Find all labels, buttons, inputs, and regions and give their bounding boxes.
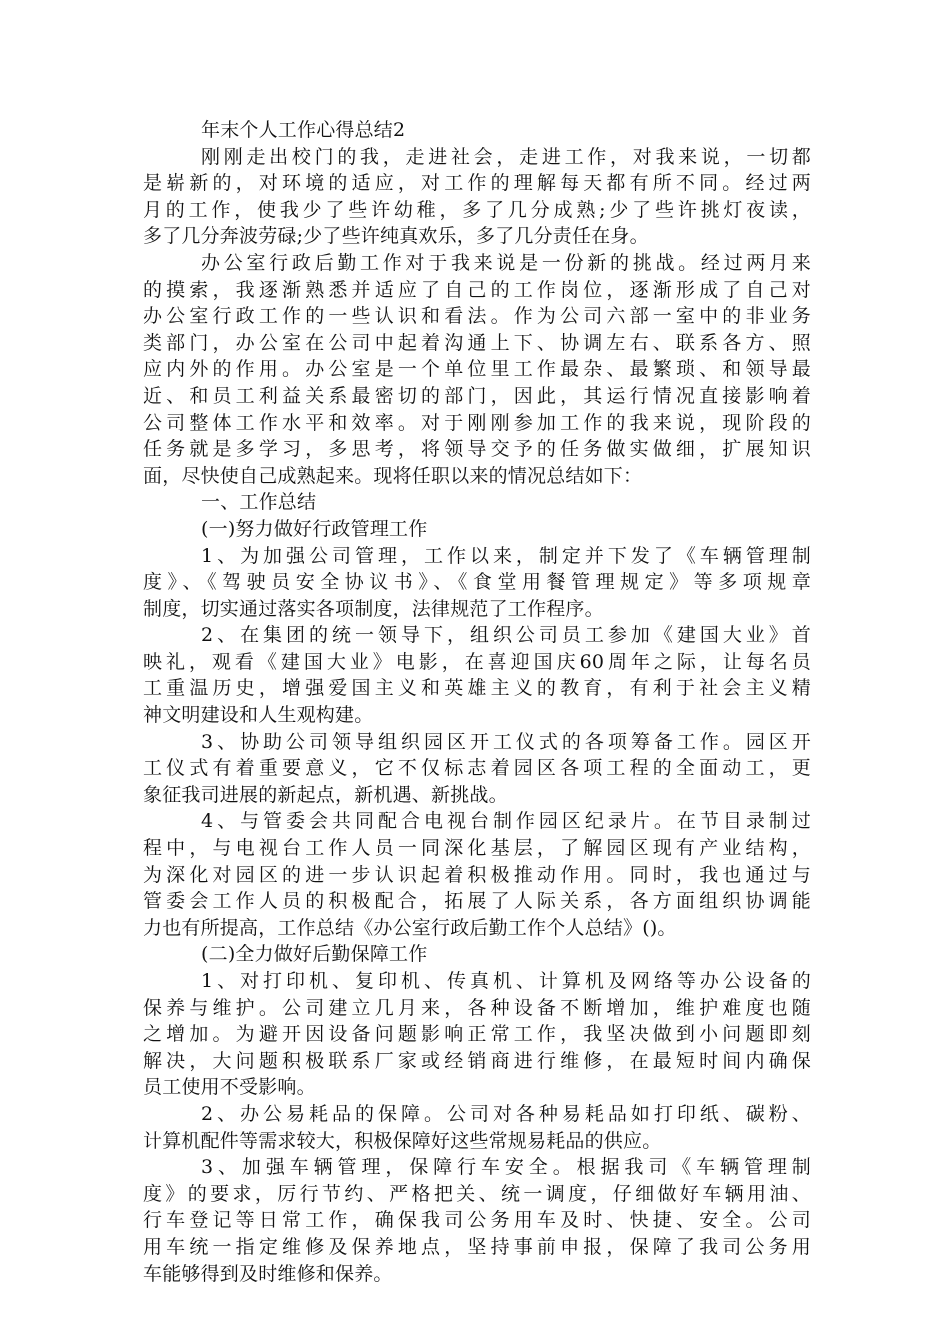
paragraph-line: 类部门，办公室在公司中起着沟通上下、协调左右、联系各方、照 — [143, 331, 811, 354]
document-page — [143, 117, 811, 1287]
paragraph-line: 2、在集团的统一领导下，组织公司员工参加《建国大业》首 — [201, 624, 811, 647]
paragraph-line: 公司整体工作水平和效率。对于刚刚参加工作的我来说，现阶段的 — [143, 411, 811, 434]
paragraph-line: 制度，切实通过落实各项制度，法律规范了工作程序。 — [143, 597, 604, 620]
paragraph-line: 的摸索，我逐渐熟悉并适应了自己的工作岗位，逐渐形成了自己对 — [143, 278, 811, 301]
paragraph-line: 员工使用不受影响。 — [143, 1076, 316, 1099]
paragraph-line: 3、协助公司领导组织园区开工仪式的各项筹备工作。园区开 — [201, 730, 811, 753]
subsection-heading: (一)努力做好行政管理工作 — [201, 517, 428, 540]
paragraph-line: 刚刚走出校门的我，走进社会，走进工作，对我来说，一切都 — [201, 145, 811, 168]
paragraph-line: 办公室行政后勤工作对于我来说是一份新的挑战。经过两月来 — [201, 251, 811, 274]
paragraph-line: 1、对打印机、复印机、传真机、计算机及网络等办公设备的 — [201, 970, 811, 992]
paragraph-line: 象征我司进展的新起点，新机遇、新挑战。 — [143, 783, 508, 806]
paragraph-line: 任务就是多学习，多思考，将领导交予的任务做实做细，扩展知识 — [143, 438, 811, 461]
paragraph-line: 车能够得到及时维修和保养。 — [143, 1262, 393, 1285]
paragraph-line: 管委会工作人员的积极配合，拓展了人际关系，各方面组织协调能 — [143, 890, 811, 913]
section-heading: 一、工作总结 — [201, 491, 317, 514]
paragraph-line: 程中，与电视台工作人员一同深化基层，了解园区现有产业结构， — [143, 837, 811, 860]
paragraph-line: 面，尽快使自己成熟起来。现将任职以来的情况总结如下： — [143, 464, 643, 487]
paragraph-line: 保养与维护。公司建立几月来，各种设备不断增加，维护难度也随 — [143, 996, 811, 1019]
subsection-heading: (二)全力做好后勤保障工作 — [201, 943, 428, 966]
paragraph-line: 近、和员工利益关系最密切的部门，因此，其运行情况直接影响着 — [143, 384, 811, 407]
paragraph-line: 用车统一指定维修及保养地点，坚持事前申报，保障了我司公务用 — [143, 1235, 811, 1258]
paragraph-line: 解决，大问题积极联系厂家或经销商进行维修，在最短时间内确保 — [143, 1049, 811, 1072]
paragraph-line: 行车登记等日常工作，确保我司公务用车及时、快捷、安全。公司 — [143, 1209, 811, 1232]
paragraph-line: 计算机配件等需求较大，积极保障好这些常规易耗品的供应。 — [143, 1129, 662, 1152]
paragraph-line: 工仪式有着重要意义，它不仅标志着园区各项工程的全面动工，更 — [143, 757, 811, 780]
paragraph-line: 办公室行政工作的一些认识和看法。作为公司六部一室中的非业务 — [143, 305, 811, 328]
document-title: 年末个人工作心得总结2 — [201, 119, 406, 141]
paragraph-line: 度》的要求，厉行节约、严格把关、统一调度，仔细做好车辆用油、 — [143, 1182, 811, 1205]
paragraph-line: 1、为加强公司管理，工作以来，制定并下发了《车辆管理制 — [201, 544, 811, 567]
paragraph-line: 4、与管委会共同配合电视台制作园区纪录片。在节目录制过 — [201, 810, 811, 833]
paragraph-line: 神文明建设和人生观构建。 — [143, 704, 374, 727]
paragraph-line: 为深化对园区的进一步认识起着积极推动作用。同时，我也通过与 — [143, 863, 811, 886]
paragraph-line: 之增加。为避开因设备问题影响正常工作，我坚决做到小问题即刻 — [143, 1023, 811, 1046]
paragraph-line: 度》、《驾驶员安全协议书》、《食堂用餐管理规定》等多项规章 — [143, 571, 811, 594]
paragraph-line: 力也有所提高，工作总结《办公室行政后勤工作个人总结》()。 — [143, 916, 677, 939]
paragraph-line: 多了几分奔波劳碌;少了些许纯真欢乐，多了几分责任在身。 — [143, 225, 649, 248]
paragraph-line: 是崭新的，对环境的适应，对工作的理解每天都有所不同。经过两 — [143, 172, 811, 195]
paragraph-line: 映礼，观看《建国大业》电影，在喜迎国庆60周年之际，让每名员 — [143, 650, 811, 673]
paragraph-line: 月的工作，使我少了些许幼稚，多了几分成熟;少了些许挑灯夜读， — [143, 198, 811, 221]
paragraph-line: 2、办公易耗品的保障。公司对各种易耗品如打印纸、碳粉、 — [201, 1102, 811, 1125]
paragraph-line: 3、加强车辆管理，保障行车安全。根据我司《车辆管理制 — [201, 1156, 811, 1179]
paragraph-line: 工重温历史，增强爱国主义和英雄主义的教育，有利于社会主义精 — [143, 677, 811, 700]
paragraph-line: 应内外的作用。办公室是一个单位里工作最杂、最繁琐、和领导最 — [143, 358, 811, 381]
